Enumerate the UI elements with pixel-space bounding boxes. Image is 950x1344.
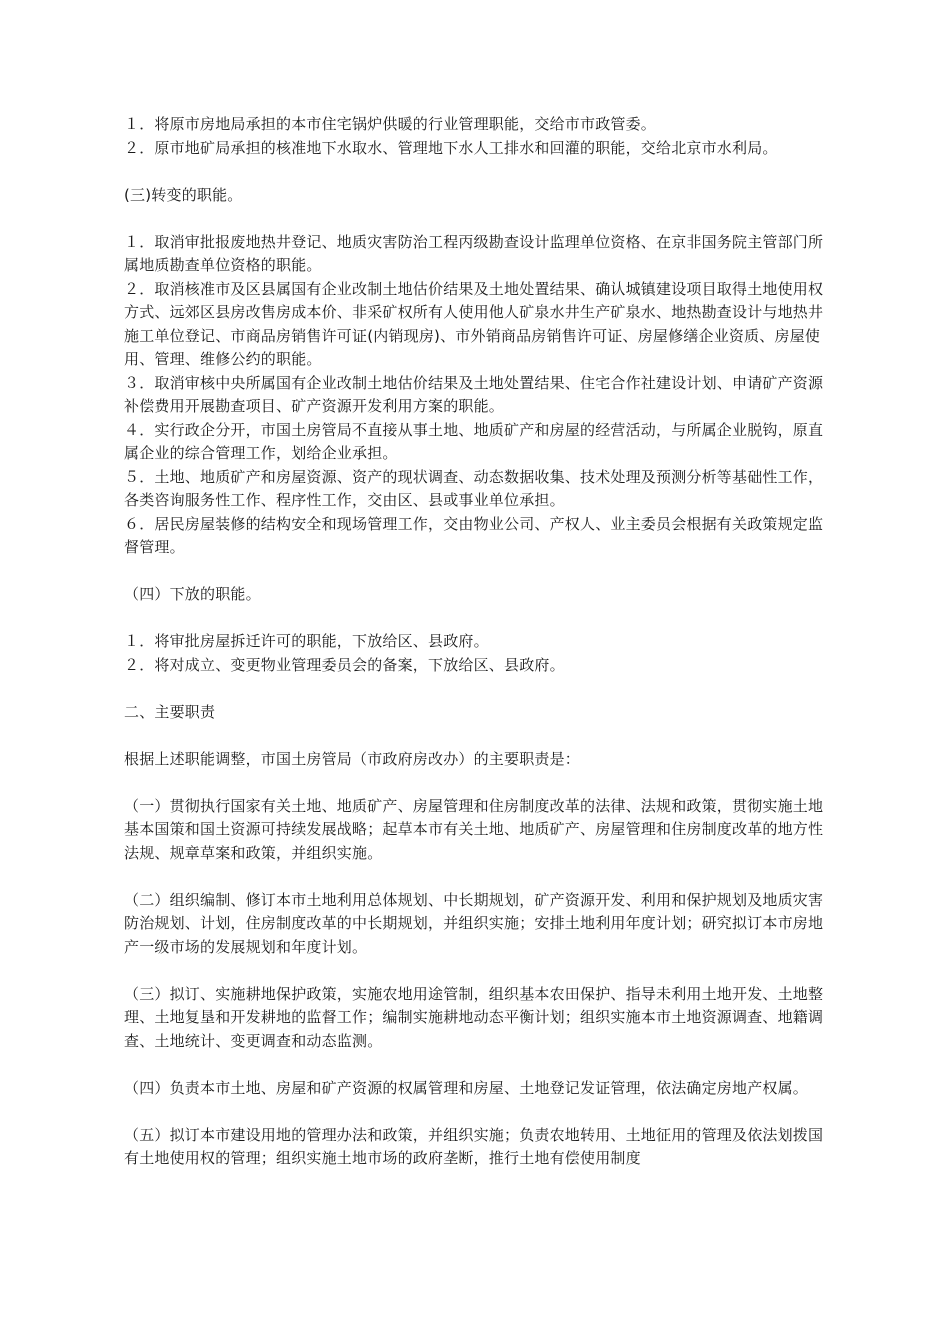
paragraph-gap <box>124 724 834 748</box>
paragraph-gap <box>124 677 834 701</box>
paragraph: 根据上述职能调整，市国土房管局（市政府房改办）的主要职责是： <box>124 749 581 768</box>
paragraph-gap <box>124 959 834 983</box>
paragraph-gap <box>124 160 834 184</box>
paragraph: （五）拟订本市建设用地的管理办法和政策，并组织实施；负责农地转用、土地征用的管理及依法划拨国有土地使用权的管理；组织实施土地市场的政府垄断，推行土地有偿使用制度 <box>124 1125 824 1167</box>
paragraph: （三）拟订、实施耕地保护政策，实施农地用途管制，组织基本农田保护、指导未利用土地开发、土地整理、土地复垦和开发耕地的监督工作；编制实施耕地动态平衡计划；组织实施本市土地资源调查、地籍调查、土地统计、变更调查和动态监测。 <box>124 984 824 1050</box>
paragraph: ４．实行政企分开，市国土房管局不直接从事土地、地质矿产和房屋的经营活动，与所属企业脱钩，原直属企业的综合管理工作，划给企业承担。 <box>124 420 824 462</box>
paragraph: （二）组织编制、修订本市土地利用总体规划、中长期规划，矿产资源开发、利用和保护规划及地质灾害防治规划、计划，住房制度改革的中长期规划，并组织实施；安排土地利用年度计划；研究拟订本市房地产一级市场的发展规划和年度计划。 <box>124 890 824 956</box>
paragraph: １．将审批房屋拆迁许可的职能，下放给区、县政府。 <box>124 632 489 650</box>
paragraph-gap <box>124 771 834 795</box>
paragraph: 二、主要职责 <box>124 702 216 721</box>
paragraph: ２．原市地矿局承担的核准地下水取水、管理地下水人工排水和回灌的职能，交给北京市水利局。 <box>124 138 778 157</box>
paragraph: ２．将对成立、变更物业管理委员会的备案，下放给区、县政府。 <box>124 655 565 674</box>
paragraph: １．将原市房地局承担的本市住宅锅炉供暖的行业管理职能，交给市市政管委。 <box>124 115 657 133</box>
paragraph: （一）贯彻执行国家有关土地、地质矿产、房屋管理和住房制度改革的法律、法规和政策，贯彻实施土地基本国策和国土资源可持续发展战略；起草本市有关土地、地质矿产、房屋管理和住房制度改革的地方性法规、规章草案和政策，并组织实施。 <box>124 796 824 862</box>
paragraph-gap <box>124 865 834 889</box>
paragraph: ５．土地、地质矿产和房屋资源、资产的现状调查、动态数据收集、技术处理及预测分析等基础性工作，各类咨询服务性工作、程序性工作，交由区、县或事业单位承担。 <box>124 467 824 509</box>
paragraph: (三)转变的职能。 <box>124 185 243 204</box>
paragraph: ３．取消审核中央所属国有企业改制土地估价结果及土地处置结果、住宅合作社建设计划、申请矿产资源补偿费用开展勘查项目、矿产资源开发利用方案的职能。 <box>124 373 824 415</box>
paragraph: ２．取消核准市及区县属国有企业改制土地估价结果及土地处置结果、确认城镇建设项目取得土地使用权方式、远郊区县房改售房成本价、非采矿权所有人使用他人矿泉水井生产矿泉水、地热勘查设计与地热井施工单位登记、市商品房销售许可证(内销现房)、市外销商品房销售许可证、房屋修缮企业资质、房屋使用、管理、维修公约的职能。 <box>124 279 824 368</box>
paragraph-gap <box>124 207 834 231</box>
paragraph-gap <box>124 560 834 584</box>
paragraph: （四）下放的职能。 <box>124 585 261 603</box>
paragraph: １．取消审批报废地热井登记、地质灾害防治工程丙级勘查设计监理单位资格、在京非国务院主管部门所属地质勘查单位资格的职能。 <box>124 232 824 274</box>
paragraph: （四）负责本市土地、房屋和矿产资源的权属管理和房屋、土地登记发证管理，依法确定房地产权属。 <box>124 1078 809 1097</box>
paragraph-gap <box>124 1100 834 1124</box>
paragraph-gap <box>124 1053 834 1077</box>
paragraph-gap <box>124 607 834 631</box>
document-body <box>124 113 834 1171</box>
paragraph: ６．居民房屋装修的结构安全和现场管理工作，交由物业公司、产权人、业主委员会根据有关政策规定监督管理。 <box>124 514 824 556</box>
